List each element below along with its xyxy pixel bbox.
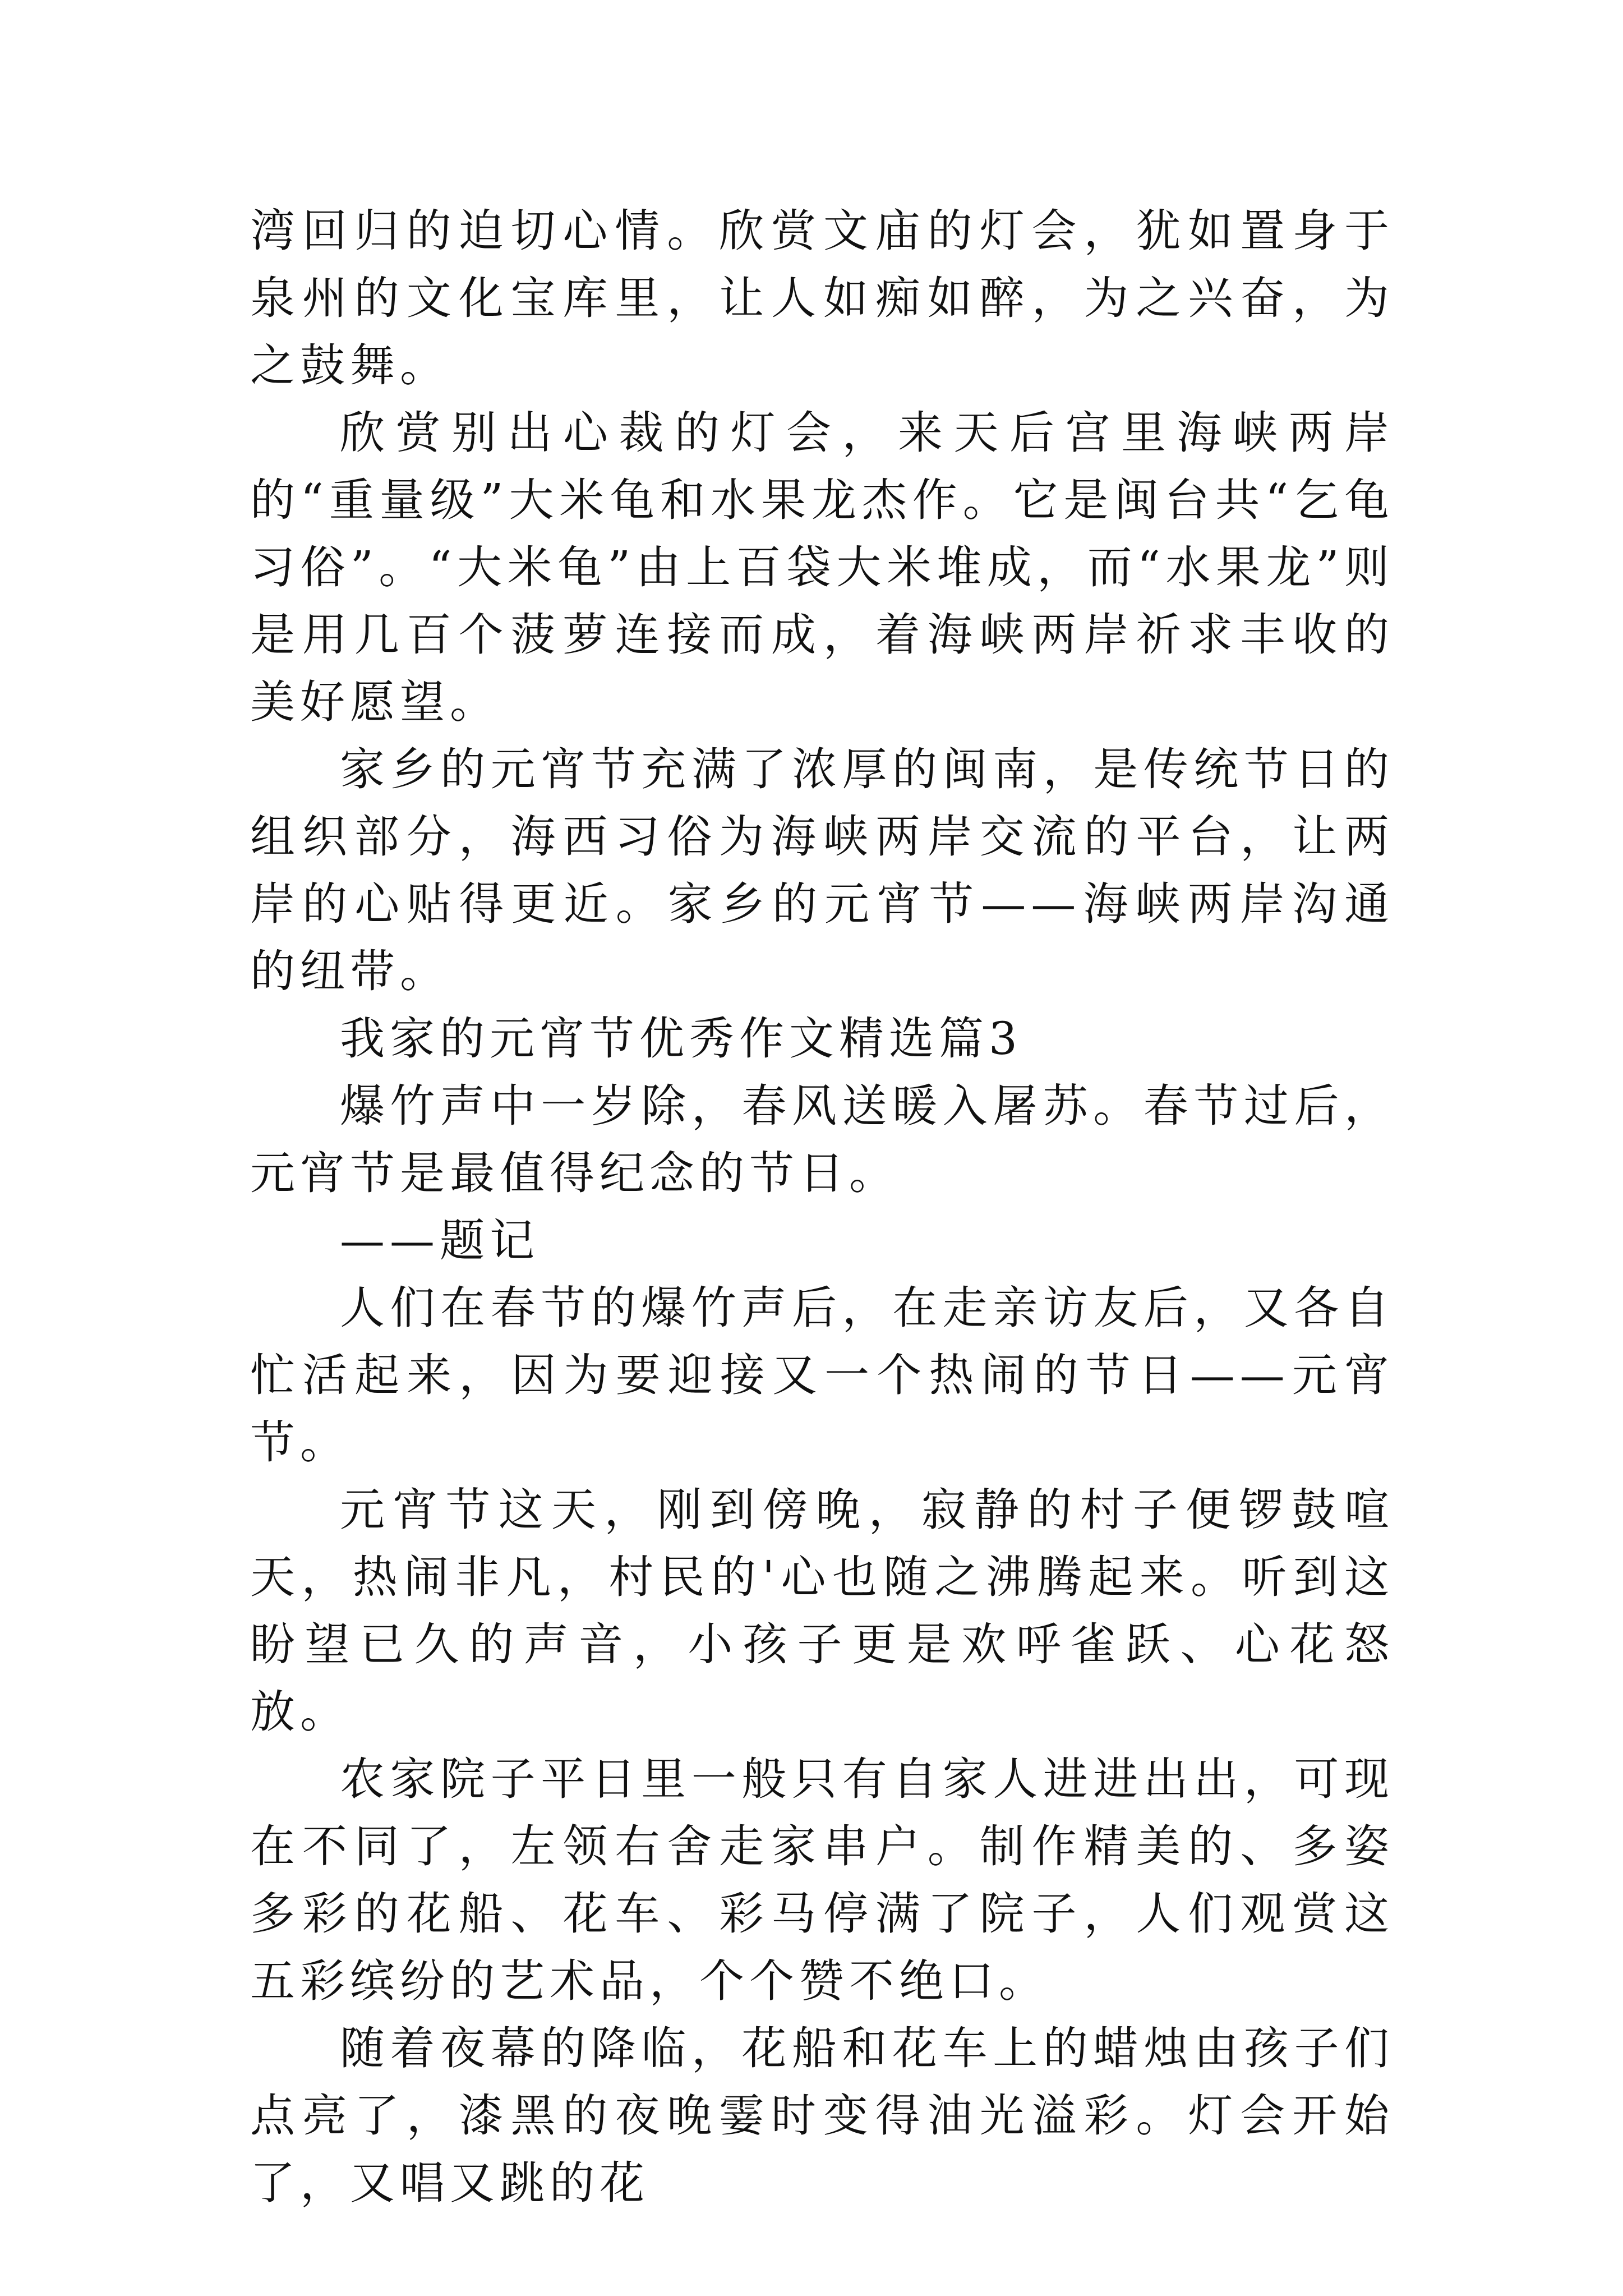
paragraph-3: 家乡的元宵节充满了浓厚的闽南，是传统节日的组织部分，海西习俗为海峡两岸交流的平台，让两岸的心贴得更近。家乡的元宵节——海峡两岸沟通的纽带。 [250, 743, 1394, 997]
epigraph-attribution: ——题记 [340, 1214, 540, 1267]
paragraph-6: 元宵节这天，刚到傍晚，寂静的村子便锣鼓喧天，热闹非凡，村民的'心也随之沸腾起来。听到这盼望已久的声音，小孩子更是欢呼雀跃、心花怒放。 [250, 1484, 1394, 1738]
paragraph-2: 欣赏别出心裁的灯会，来天后宫里海峡两岸的“重量级”大米龟和水果龙杰作。它是闽台共“乞龟习俗”。“大米龟”由上百袋大米堆成，而“水果龙”则是用几百个菠萝连接而成，着海峡两岸祈求丰收的美好愿望。 [250, 407, 1394, 728]
paragraph-8: 随着夜幕的降临，花船和花车上的蜡烛由孩子们点亮了，漆黑的夜晚霎时变得油光溢彩。灯会开始了，又唱又跳的花 [250, 2022, 1394, 2209]
paragraph-1: 湾回归的迫切心情。欣赏文庙的灯会，犹如置身于泉州的文化宝库里，让人如痴如醉，为之兴奋，为之鼓舞。 [250, 205, 1394, 392]
paragraph-4: 爆竹声中一岁除，春风送暖入屠苏。春节过后，元宵节是最值得纪念的节日。 [250, 1080, 1394, 1199]
paragraph-7: 农家院子平日里一般只有自家人进进出出，可现在不同了，左领右舍走家串户。制作精美的、多姿多彩的花船、花车、彩马停满了院子，人们观赏这五彩缤纷的艺术品，个个赞不绝口。 [250, 1753, 1394, 2007]
paragraph-5: 人们在春节的爆竹声后，在走亲访友后，又各自忙活起来，因为要迎接又一个热闹的节日——元宵节。 [250, 1282, 1394, 1469]
document-body [250, 197, 1394, 2217]
section-heading: 我家的元宵节优秀作文精选篇3 [340, 1013, 1022, 1065]
